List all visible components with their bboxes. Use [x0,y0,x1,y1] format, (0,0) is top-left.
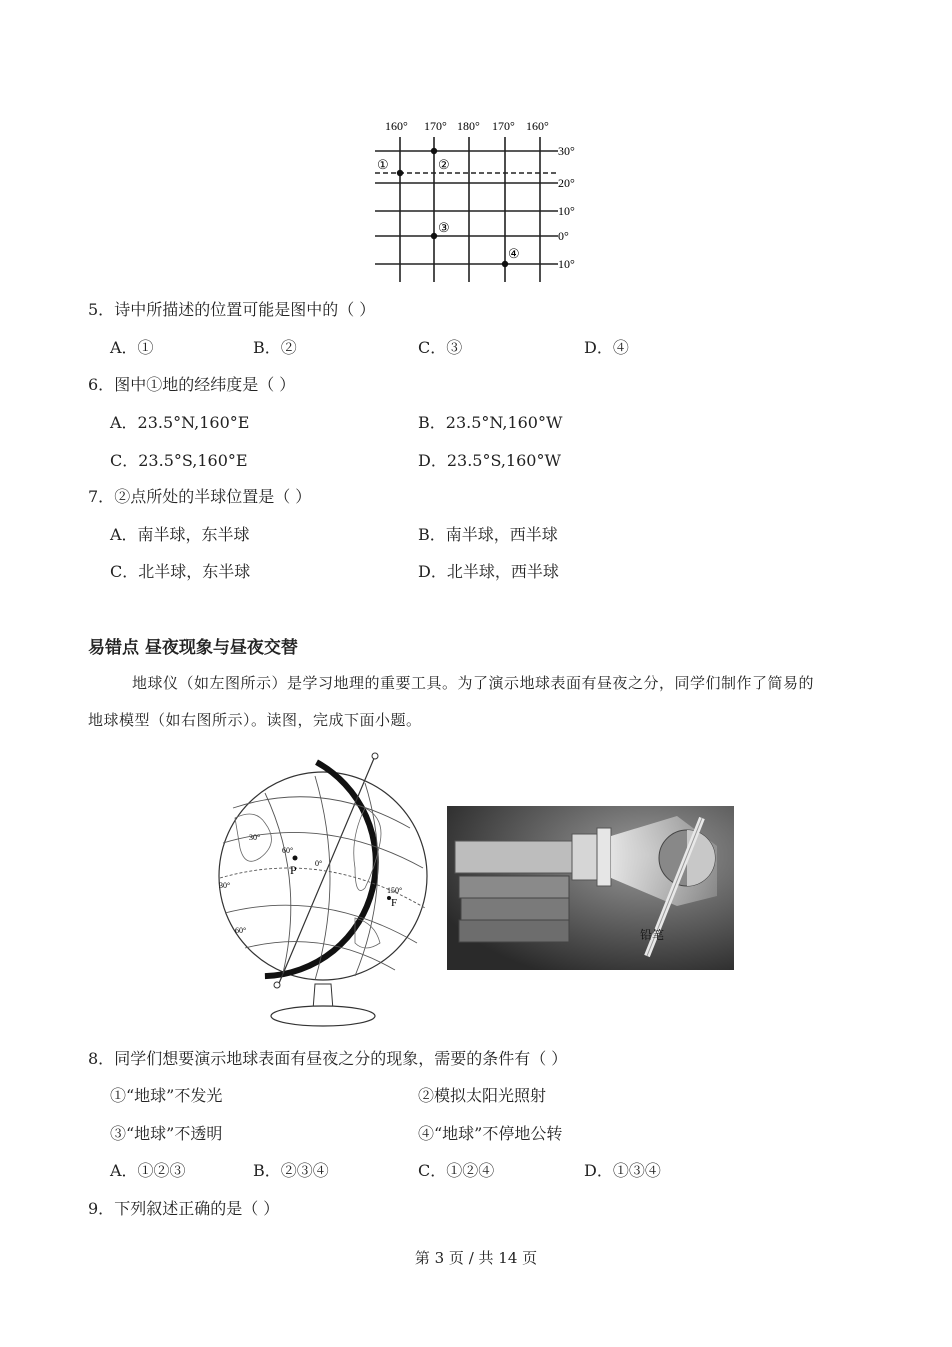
globe-label: 60° [235,926,247,935]
question-6 [88,372,295,395]
longitude-label: 160° [385,119,408,133]
globe-label: 30° [219,881,231,890]
q8-option-a: A．①②③ [110,1161,186,1180]
q5-option-d: D．④ [584,338,629,357]
point-4-dot [502,261,508,267]
latitude-label: 10° [558,257,575,271]
parallel-lines [375,151,558,264]
latitude-label: 0° [558,229,569,243]
question-text: 图中①地的经纬度是（ ） [114,375,296,394]
flashlight-model-photo [447,806,734,970]
question-text: ②点所处的半球位置是（ ） [114,487,312,506]
longitude-label: 170° [492,119,515,133]
point-label: ① [377,157,389,172]
question-number: 7． [88,487,115,506]
q7-option-a: A．南半球，东半球 [110,525,250,544]
question-number: 9． [88,1199,115,1218]
q5-option-c: C．③ [418,338,463,357]
point-3-dot [431,233,437,239]
q7-option-d: D．北半球，西半球 [418,562,559,581]
question-9 [88,1196,279,1219]
globe-label: 60° [282,846,294,855]
page-footer: 第 3 页 / 共 14 页 [414,1249,538,1267]
question-8 [88,1046,567,1069]
latitude-label: 10° [558,204,575,218]
q8-option-d: D．①③④ [584,1161,661,1180]
question-5 [88,297,375,320]
latitude-label: 20° [558,176,575,190]
globe-figure [205,748,445,1033]
q6-option-c: C．23.5°S,160°E [110,451,248,470]
point-1-dot [397,170,403,176]
q5-option-b: B．② [253,338,297,357]
globe-label: 150° [387,886,403,895]
q6-option-b: B．23.5°N,160°W [418,413,563,432]
longitude-label: 180° [457,119,480,133]
point-label: ② [438,157,450,172]
question-text: 同学们想要演示地球表面有昼夜之分的现象，需要的条件有（ ） [114,1049,568,1068]
lat-long-grid-figure [360,110,600,285]
intro-paragraph-line-2: 地球模型（如右图所示）。读图，完成下面小题。 [88,711,422,729]
pencil-label: 铅笔 [640,928,665,942]
point-2-dot [431,148,437,154]
q8-statement-4: ④“地球”不停地公转 [418,1124,563,1143]
q5-option-a: A．① [110,338,154,357]
section-title: 易错点 昼夜现象与昼夜交替 [88,638,298,658]
question-number: 8． [88,1049,115,1068]
globe-label-p: P [290,863,297,877]
question-text: 诗中所描述的位置可能是图中的（ ） [114,300,376,319]
longitude-label: 160° [526,119,549,133]
q6-option-d: D．23.5°S,160°W [418,451,561,470]
globe-label: 0° [315,859,323,868]
q7-option-b: B．南半球，西半球 [418,525,558,544]
q8-statement-2: ②模拟太阳光照射 [418,1086,547,1105]
question-7 [88,484,311,507]
q8-statement-1: ①“地球”不发光 [110,1086,223,1105]
q8-option-c: C．①②④ [418,1161,495,1180]
q6-option-a: A．23.5°N,160°E [110,413,250,432]
question-number: 6． [88,375,115,394]
question-number: 5． [88,300,115,319]
q8-statement-3: ③“地球”不透明 [110,1124,223,1143]
globe-label: 30° [249,833,261,842]
intro-paragraph-line-1: 地球仪（如左图所示）是学习地理的重要工具。为了演示地球表面有昼夜之分，同学们制作了简易的 [132,674,815,692]
point-label: ③ [438,220,450,235]
q8-option-b: B．②③④ [253,1161,329,1180]
question-text: 下列叙述正确的是（ ） [114,1199,280,1218]
latitude-label: 30° [558,144,575,158]
globe-label-f: F [391,897,398,909]
point-label: ④ [508,246,520,261]
longitude-label: 170° [424,119,447,133]
q7-option-c: C．北半球，东半球 [110,562,251,581]
